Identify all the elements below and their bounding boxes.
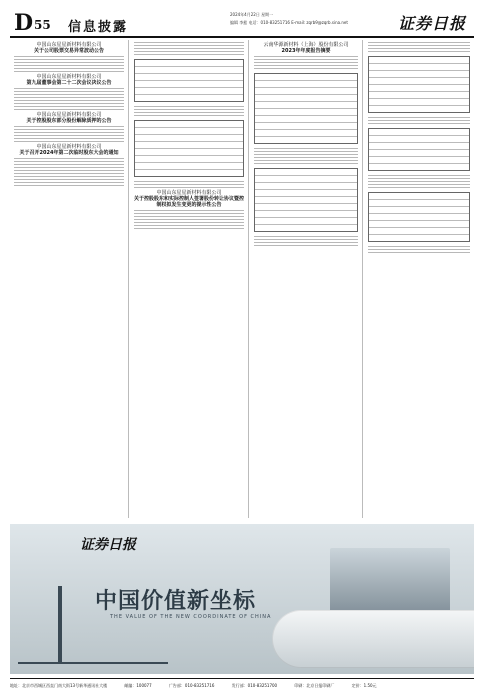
footer-printing: 印刷：北京日报印刷厂 [294,683,335,688]
table [368,192,470,242]
page-letter: D [14,10,34,36]
announcement-company: 中国山东星星新材料有限公司 [36,74,102,80]
newspaper-logo: 证券日报 [397,14,466,33]
announcement-company: 中国山东星星新材料有限公司 [36,144,102,150]
announcement-title: 关于公司股票交易异常波动公告 [33,48,104,54]
announcement-title: 2023年年度报告摘要 [281,48,331,54]
footer-price: 定价：1.50元 [351,683,377,688]
footer-advertising: 广告部：010-83251716 [168,683,215,688]
footer [10,678,474,693]
table [368,128,470,171]
table [368,56,470,113]
section-title: 信息披露 [68,20,129,35]
ad-subline: THE VALUE OF THE NEW COORDINATE OF CHINA [110,614,272,620]
announcement-1 [14,42,124,54]
announcement-title: 关于控股股东部分股份解除质押的公告 [26,118,112,124]
table [254,168,358,232]
announcement-title: 第九届董事会第二十二次会议决议公告 [26,80,112,86]
column-2 [130,40,249,518]
announcement-company: 云南华源新材料（上海）股份有限公司 [263,42,349,48]
footer-postcode: 邮编：100077 [124,683,152,688]
announcement-title: 关于召开2024年第二次临时股东大会的通知 [19,150,119,156]
date-line: 2024年4月22日 星期一 [230,12,274,17]
page-header [10,8,474,38]
announcement-title: 关于控股股东和实际控制人签署股份转让协议暨控制权拟发生变更的提示性公告 [134,196,245,208]
footer-distribution: 发行部：010-83251700 [231,683,278,688]
announcement-company: 中国山东星星新材料有限公司 [156,190,222,196]
page-number: 55 [34,18,51,32]
announcement-3 [14,112,124,124]
high-speed-train [272,610,474,668]
table [254,73,358,144]
announcement-2 [14,74,124,86]
ad-slogan: 中国价值新坐标 [95,589,257,614]
ad-logo: 证券日报 [80,537,136,553]
column-3 [250,40,363,518]
footer-address: 地址：北京市西城区西直门南大街13号新华通讯社大楼 [10,683,108,688]
table [134,120,244,177]
announcement-company: 中国山东星星新材料有限公司 [36,112,102,118]
advertisement [10,524,474,674]
contact-line: 编辑 李慈 电话：010-83251716 E-mail: zqrb9@zqrb.sina.net [230,20,348,25]
announcement-5 [134,190,244,208]
announcement-company: 中国山东星星新材料有限公司 [36,42,102,48]
column-4 [364,40,474,518]
bridge-graphic [18,582,168,664]
announcement-columns [10,40,474,520]
column-1 [10,40,129,518]
announcement-4 [14,144,124,156]
table [134,59,244,102]
announcement-6 [254,42,358,54]
